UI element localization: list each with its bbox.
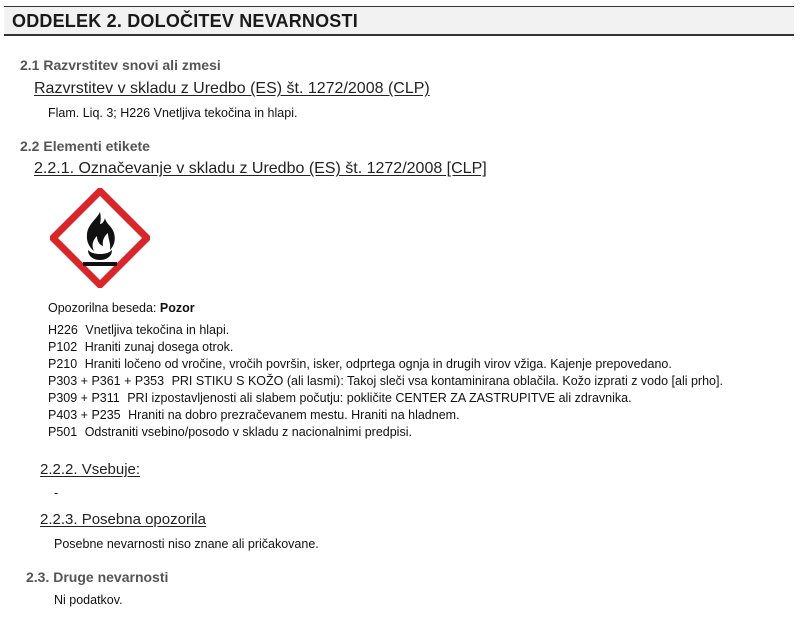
- statement-code: P309 + P311: [48, 391, 120, 405]
- section-title: ODDELEK 2. DOLOČITEV NEVARNOSTI: [12, 11, 358, 31]
- signal-word-row: [48, 301, 195, 315]
- statement-text: PRI izpostavljenosti ali slabem počutju: pokličite CENTER ZA ZASTRUPITVE ali zdravnika.: [127, 391, 632, 405]
- heading-2-2: 2.2 Elementi etikete: [20, 138, 150, 154]
- statement-text: Hraniti zunaj dosega otrok.: [84, 340, 234, 354]
- signal-word-label: Opozorilna beseda:: [48, 301, 157, 315]
- statement-code: H226: [48, 323, 78, 337]
- statement-code: P303 + P361 + P353: [48, 374, 165, 388]
- statement-text: Vnetljiva tekočina in hlapi.: [85, 323, 230, 337]
- statement-code: P210: [48, 357, 78, 371]
- statement-code: P403 + P235: [48, 408, 121, 422]
- heading-2-3: 2.3. Druge nevarnosti: [26, 569, 169, 585]
- heading-2-1: 2.1 Razvrstitev snovi ali zmesi: [20, 57, 221, 73]
- contains-value: -: [54, 486, 59, 500]
- statement-row: [48, 390, 723, 407]
- statement-text: PRI STIKU S KOŽO (ali lasmi): Takoj sleči vsa kontaminirana oblačila. Kožo izprati z vodo [ali prho].: [171, 374, 723, 388]
- statement-row: [48, 339, 723, 356]
- signal-word: Pozor: [159, 301, 195, 315]
- section-header: [4, 6, 794, 36]
- subheading-special-warnings: 2.2.3. Posebna opozorila: [40, 511, 206, 528]
- classification-text: Flam. Liq. 3; H226 Vnetljiva tekočina in hlapi.: [48, 106, 298, 120]
- statement-text: Odstraniti vsebino/posodo v skladu z nacionalnimi predpisi.: [84, 425, 412, 439]
- statement-text: Hraniti na dobro prezračevanem mestu. Hraniti na hladnem.: [128, 408, 460, 422]
- statement-row: [48, 373, 723, 390]
- statement-row: [48, 356, 723, 373]
- other-hazards-value: Ni podatkov.: [54, 593, 123, 607]
- hazard-statements-list: [48, 322, 723, 441]
- special-warnings-value: Posebne nevarnosti niso znane ali pričakovane.: [54, 537, 319, 551]
- statement-code: P501: [48, 425, 78, 439]
- subheading-clp-classification: Razvrstitev v skladu z Uredbo (ES) št. 1272/2008 (CLP): [34, 80, 430, 97]
- flame-pictogram-icon: [50, 188, 150, 288]
- statement-code: P102: [48, 340, 78, 354]
- statement-row: [48, 407, 723, 424]
- statement-row: [48, 424, 723, 441]
- statement-text: Hraniti ločeno od vročine, vročih površin, isker, odprtega ognja in drugih virov vžiga. Kajenje prepovedano.: [84, 357, 672, 371]
- subheading-clp-labelling: 2.2.1. Označevanje v skladu z Uredbo (ES) št. 1272/2008 [CLP]: [34, 160, 487, 177]
- subheading-contains: 2.2.2. Vsebuje:: [40, 461, 141, 478]
- statement-row: [48, 322, 723, 339]
